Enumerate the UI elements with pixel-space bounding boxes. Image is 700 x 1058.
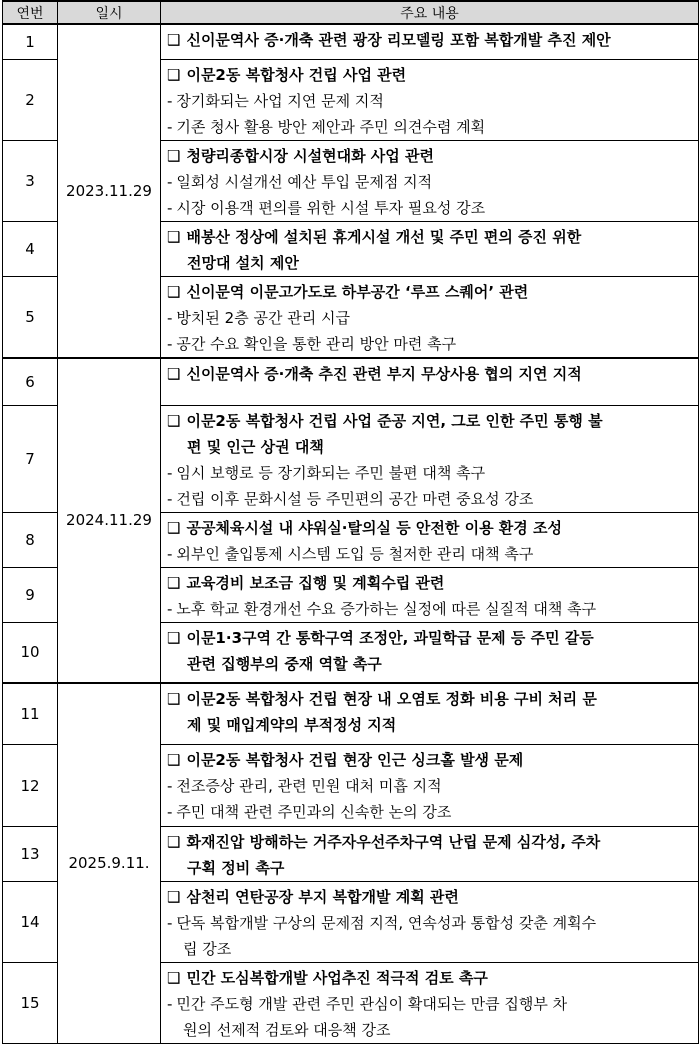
main-item-text: 이문2동 복합청사 건립 현장 인근 싱크홀 발생 문제: [186, 751, 524, 769]
sub-item-line: [167, 1017, 694, 1043]
row-date: 2023.11.29: [58, 24, 161, 358]
main-item-line: [167, 224, 694, 250]
sub-item-line: [167, 596, 694, 622]
main-item-text: 신이문역사 증·개축 관련 광장 리모델링 포함 복합개발 추진 제안: [186, 31, 611, 49]
row-number: 7: [3, 406, 58, 513]
table-row: [3, 24, 699, 59]
sub-item: [167, 596, 694, 622]
main-item: [167, 62, 694, 88]
row-date: 2024.11.29: [58, 358, 161, 683]
row-content: [161, 513, 699, 568]
row-content: [161, 276, 699, 358]
row-content: [161, 140, 699, 221]
table-header-row: [3, 1, 699, 24]
sub-item-line: [167, 773, 694, 799]
header-content: 주요 내용: [161, 1, 699, 24]
main-item: [167, 686, 694, 738]
main-item: [167, 829, 694, 881]
main-item-text: 편 및 인근 상권 대책: [187, 438, 324, 456]
checkbox-bullet-icon: ❑: [167, 519, 181, 537]
row-content: [161, 358, 699, 406]
row-number: 12: [3, 745, 58, 827]
main-item: [167, 408, 694, 460]
row-number: 1: [3, 24, 58, 59]
main-item-line: [167, 651, 694, 677]
sub-item-line: [167, 799, 694, 825]
main-item: [167, 143, 694, 169]
table-row: [3, 683, 699, 745]
dash-bullet: -: [167, 803, 173, 821]
main-item-text: 제 및 매입계약의 부적정성 지적: [187, 715, 397, 734]
dash-bullet: -: [167, 464, 173, 482]
row-content: [161, 827, 699, 882]
main-item-line: [167, 279, 694, 305]
main-item: [167, 570, 694, 596]
sub-item-line: [167, 541, 694, 567]
sub-item: [167, 331, 694, 357]
row-content: [161, 882, 699, 963]
main-item-text: 삼천리 연탄공장 부지 복합개발 계획 관련: [186, 888, 459, 906]
main-item-text: 이문2동 복합청사 건립 사업 관련: [186, 65, 407, 84]
sub-item-line: [167, 331, 694, 357]
main-item: [167, 747, 694, 773]
main-item-text: 이문2동 복합청사 건립 사업 준공 지연, 그로 인한 주민 통행 불: [186, 412, 603, 430]
checkbox-bullet-icon: ❑: [167, 412, 181, 430]
row-number: 6: [3, 358, 58, 406]
sub-item: [167, 114, 694, 140]
sub-item: [167, 460, 694, 486]
row-content: [161, 24, 699, 59]
row-content: [161, 963, 699, 1044]
main-item-line: [167, 712, 694, 738]
main-item-text: 신이문역 이문고가도로 하부공간 ‘루프 스퀘어’ 관련: [186, 282, 529, 301]
main-item-text: 이문1·3구역 간 통학구역 조정안, 과밀학급 문제 등 주민 갈등: [186, 629, 594, 647]
sub-item-text: 노후 학교 환경개선 수요 증가하는 실정에 따른 실질적 대책 촉구: [176, 600, 597, 618]
dash-bullet: -: [167, 914, 173, 932]
main-item-line: [167, 829, 694, 855]
sub-item: [167, 799, 694, 825]
checkbox-bullet-icon: ❑: [167, 227, 181, 246]
row-content: [161, 568, 699, 623]
sub-item-line: [167, 195, 694, 221]
dash-bullet: -: [167, 600, 173, 618]
main-item-line: [167, 884, 694, 910]
main-item-text: 민간 도심복합개발 사업추진 적극적 검토 촉구: [186, 969, 488, 987]
sub-item-text: 건립 이후 문화시설 등 주민편의 공간 마련 중요성 강조: [176, 490, 534, 508]
sub-item-line: [167, 936, 694, 962]
sub-item-line: [167, 910, 694, 936]
sub-item-text: 공간 수요 확인을 통한 관리 방안 마련 촉구: [176, 334, 457, 353]
main-item-line: [167, 855, 694, 881]
main-item-text: 구획 정비 촉구: [187, 859, 285, 877]
main-item-text: 신이문역사 증·개축 추진 관련 부지 무상사용 협의 지연 지적: [186, 364, 582, 383]
row-content: [161, 406, 699, 513]
sub-item-line: [167, 169, 694, 195]
sub-item-line: [167, 88, 694, 114]
checkbox-bullet-icon: ❑: [167, 969, 181, 987]
main-item-text: 배봉산 정상에 설치된 휴게시설 개선 및 주민 편의 증진 위한: [186, 227, 582, 246]
sub-item-text: 원의 선제적 검토와 대응책 강조: [183, 1021, 391, 1039]
sub-item-text: 방치된 2층 공간 관리 시급: [176, 308, 350, 327]
sub-item-text: 장기화되는 사업 지연 문제 지적: [176, 91, 384, 110]
row-number: 8: [3, 513, 58, 568]
sub-item-text: 시장 이용객 편의를 위한 시설 투자 필요성 강조: [176, 198, 486, 217]
row-content: [161, 745, 699, 827]
dash-bullet: -: [167, 117, 173, 136]
checkbox-bullet-icon: ❑: [167, 282, 181, 301]
sub-item-text: 민간 주도형 개발 관련 주민 관심이 확대되는 만큼 집행부 차: [176, 995, 568, 1013]
sub-item: [167, 88, 694, 114]
row-content: [161, 623, 699, 683]
main-item-line: [167, 250, 694, 276]
checkbox-bullet-icon: ❑: [167, 574, 181, 592]
dash-bullet: -: [167, 777, 173, 795]
main-item: [167, 224, 694, 276]
dash-bullet: -: [167, 172, 173, 191]
checkbox-bullet-icon: ❑: [167, 629, 181, 647]
sub-item-text: 일회성 시설개선 예산 투입 문제점 지적: [176, 172, 433, 191]
sub-item: [167, 169, 694, 195]
checkbox-bullet-icon: ❑: [167, 146, 181, 165]
header-date: 일시: [58, 1, 161, 24]
main-item: [167, 27, 694, 53]
main-item-text: 공공체육시설 내 샤워실·탈의실 등 안전한 이용 환경 조성: [186, 519, 562, 537]
header-no: 연번: [3, 1, 58, 24]
row-content: [161, 683, 699, 745]
main-item: [167, 625, 694, 677]
row-number: 3: [3, 140, 58, 221]
main-item-line: [167, 361, 694, 387]
main-item-line: [167, 143, 694, 169]
main-item: [167, 361, 694, 387]
main-item: [167, 965, 694, 991]
agenda-table: [2, 0, 699, 1044]
sub-item-line: [167, 114, 694, 140]
row-number: 10: [3, 623, 58, 683]
main-item: [167, 279, 694, 305]
main-item-line: [167, 965, 694, 991]
main-item-line: [167, 515, 694, 541]
dash-bullet: -: [167, 308, 173, 327]
sub-item-line: [167, 991, 694, 1017]
table-body: [3, 24, 699, 1044]
checkbox-bullet-icon: ❑: [167, 364, 181, 383]
checkbox-bullet-icon: ❑: [167, 833, 181, 851]
checkbox-bullet-icon: ❑: [167, 689, 181, 708]
sub-item-text: 단독 복합개발 구상의 문제점 지적, 연속성과 통합성 갖춘 계획수: [176, 914, 597, 932]
sub-item: [167, 195, 694, 221]
sub-item: [167, 991, 694, 1043]
checkbox-bullet-icon: ❑: [167, 888, 181, 906]
sub-item-text: 전조증상 관리, 관련 민원 대처 미흡 지적: [176, 777, 442, 795]
row-number: 4: [3, 221, 58, 276]
row-number: 15: [3, 963, 58, 1044]
row-content: [161, 59, 699, 140]
dash-bullet: -: [167, 490, 173, 508]
dash-bullet: -: [167, 995, 173, 1013]
sub-item-line: [167, 460, 694, 486]
main-item-text: 전망대 설치 제안: [187, 253, 299, 272]
main-item-text: 교육경비 보조금 집행 및 계획수립 관련: [186, 574, 445, 592]
sub-item: [167, 486, 694, 512]
checkbox-bullet-icon: ❑: [167, 31, 181, 49]
row-content: [161, 221, 699, 276]
main-item-line: [167, 625, 694, 651]
main-item-line: [167, 408, 694, 434]
row-number: 11: [3, 683, 58, 745]
sub-item: [167, 305, 694, 331]
dash-bullet: -: [167, 334, 173, 353]
sub-item-text: 외부인 출입통제 시스템 도입 등 철저한 관리 대책 촉구: [176, 545, 534, 563]
main-item-line: [167, 747, 694, 773]
main-item-text: 화재진압 방해하는 거주자우선주차구역 난립 문제 심각성, 주차: [186, 833, 601, 851]
main-item-line: [167, 434, 694, 460]
sub-item-text: 기존 청사 활용 방안 제안과 주민 의견수렴 계획: [176, 117, 486, 136]
row-number: 14: [3, 882, 58, 963]
checkbox-bullet-icon: ❑: [167, 751, 181, 769]
main-item-line: [167, 62, 694, 88]
sub-item: [167, 910, 694, 962]
main-item-line: [167, 27, 694, 53]
main-item-line: [167, 686, 694, 712]
main-item-text: 청량리종합시장 시설현대화 사업 관련: [186, 146, 434, 165]
dash-bullet: -: [167, 545, 173, 563]
row-number: 5: [3, 276, 58, 358]
row-number: 13: [3, 827, 58, 882]
sub-item: [167, 541, 694, 567]
sub-item-line: [167, 305, 694, 331]
checkbox-bullet-icon: ❑: [167, 65, 181, 84]
main-item-text: 관련 집행부의 중재 역할 촉구: [187, 655, 382, 673]
sub-item: [167, 773, 694, 799]
main-item: [167, 515, 694, 541]
table-row: [3, 358, 699, 406]
sub-item-line: [167, 486, 694, 512]
main-item: [167, 884, 694, 910]
sub-item-text: 임시 보행로 등 장기화되는 주민 불편 대책 촉구: [176, 464, 486, 482]
sub-item-text: 립 강조: [183, 940, 232, 958]
main-item-text: 이문2동 복합청사 건립 현장 내 오염토 정화 비용 구비 처리 문: [186, 689, 597, 708]
sub-item-text: 주민 대책 관련 주민과의 신속한 논의 강조: [176, 803, 452, 821]
dash-bullet: -: [167, 198, 173, 217]
dash-bullet: -: [167, 91, 173, 110]
main-item-line: [167, 570, 694, 596]
row-date: 2025.9.11.: [58, 683, 161, 1044]
row-number: 9: [3, 568, 58, 623]
row-number: 2: [3, 59, 58, 140]
